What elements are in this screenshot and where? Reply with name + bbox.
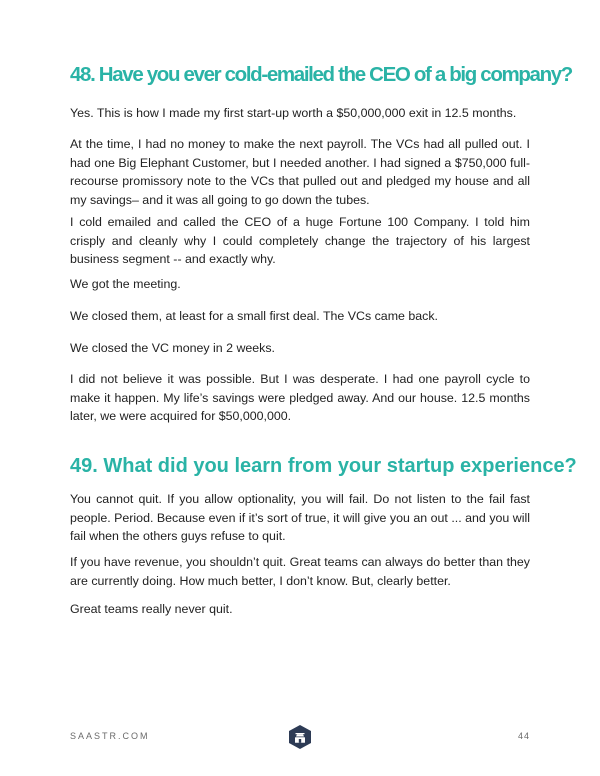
paragraph: We closed the VC money in 2 weeks. (70, 341, 276, 355)
section-heading-48: 48. Have you ever cold-emailed the CEO of a big company? (70, 63, 572, 86)
saastr-logo-icon (288, 724, 312, 750)
page-number: 44 (517, 731, 530, 741)
paragraph: I cold emailed and called the CEO of a huge Fortune 100 Company. I told him crisply and cleanly why I could completely change the trajectory of his largest business segment -- and exactly why. (70, 215, 530, 266)
paragraph: Yes. This is how I made my first start-up worth a $50,000,000 exit in 12.5 months. (70, 106, 517, 120)
footer-site-name: SAASTR.COM (70, 731, 150, 741)
paragraph: You cannot quit. If you allow optionality, you will fail. Do not listen to the fail fast people. Period. Because even if it’s sort of true, it will give you an out ... and you will fail when the others guys refuse to quit. (70, 492, 530, 543)
paragraph: Great teams really never quit. (70, 602, 233, 616)
paragraph: We got the meeting. (70, 277, 181, 291)
paragraph: If you have revenue, you shouldn’t quit. Great teams can always do better than they are currently doing. How much better, I don’t know. But, clearly better. (70, 555, 530, 588)
section-heading-49: 49. What did you learn from your startup experience? (70, 455, 577, 477)
paragraph: At the time, I had no money to make the next payroll. The VCs had all pulled out. I had one Big Elephant Customer, but I needed another. I had signed a $750,000 full-recourse promissory note to the VCs that pulled out and pledged my house and all my savings– and it was all going to go down the tubes. (70, 137, 530, 207)
paragraph: We closed them, at least for a small first deal. The VCs came back. (70, 309, 438, 323)
paragraph: I did not believe it was possible. But I was desperate. I had one payroll cycle to make it happen. My life’s savings were pledged away. And our house. 12.5 months later, we were acquired for $50,000,000. (70, 372, 530, 423)
